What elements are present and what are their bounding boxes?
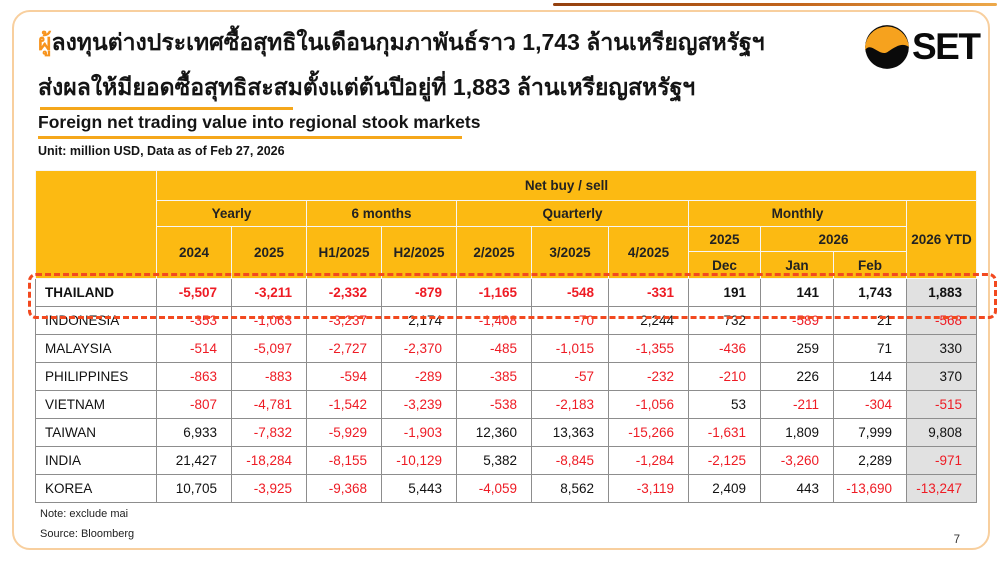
value-cell: -1,165	[457, 279, 532, 307]
value-cell: -304	[834, 391, 907, 419]
value-cell: -1,903	[382, 419, 457, 447]
country-cell: MALAYSIA	[36, 335, 157, 363]
value-cell: -1,631	[689, 419, 761, 447]
value-cell: -515	[907, 391, 977, 419]
value-cell: -2,370	[382, 335, 457, 363]
title-line-1-text: ลงทุนต่างประเทศซื้อสุทธิในเดือนกุมภาพันธ์ราว 1,743 ล้านเหรียญสหรัฐฯ	[51, 29, 765, 55]
value-cell: -538	[457, 391, 532, 419]
title-line-1	[38, 20, 838, 65]
value-cell: -5,097	[232, 335, 307, 363]
value-cell: -211	[761, 391, 834, 419]
value-cell: -589	[761, 307, 834, 335]
table-body	[36, 279, 977, 503]
value-cell: 10,705	[157, 475, 232, 503]
value-cell: 2,174	[382, 307, 457, 335]
value-cell: 144	[834, 363, 907, 391]
value-cell: -70	[532, 307, 609, 335]
value-cell: -3,237	[307, 307, 382, 335]
value-cell: 370	[907, 363, 977, 391]
value-cell: -4,781	[232, 391, 307, 419]
value-cell: 1,883	[907, 279, 977, 307]
header-monthly-2026: 2026	[761, 227, 907, 252]
set-logo-text: SET	[912, 26, 980, 67]
value-cell: -13,247	[907, 475, 977, 503]
value-cell: -15,266	[609, 419, 689, 447]
value-cell: -8,155	[307, 447, 382, 475]
value-cell: 71	[834, 335, 907, 363]
value-cell: 6,933	[157, 419, 232, 447]
value-cell: -485	[457, 335, 532, 363]
country-cell: TAIWAN	[36, 419, 157, 447]
country-cell: PHILIPPINES	[36, 363, 157, 391]
value-cell: -2,727	[307, 335, 382, 363]
value-cell: 2,289	[834, 447, 907, 475]
header-2026-ytd: 2026 YTD	[907, 201, 977, 279]
value-cell: -57	[532, 363, 609, 391]
value-cell: -1,542	[307, 391, 382, 419]
header-group-6months: 6 months	[307, 201, 457, 227]
value-cell: -2,183	[532, 391, 609, 419]
value-cell: -1,355	[609, 335, 689, 363]
table-row	[36, 307, 977, 335]
value-cell: -514	[157, 335, 232, 363]
value-cell: 5,443	[382, 475, 457, 503]
value-cell: -3,925	[232, 475, 307, 503]
unit-label: Unit: million USD, Data as of Feb 27, 2026	[38, 144, 285, 158]
value-cell: -13,690	[834, 475, 907, 503]
header-jan: Jan	[761, 252, 834, 279]
value-cell: -385	[457, 363, 532, 391]
header-2024: 2024	[157, 227, 232, 279]
slide-title	[38, 20, 838, 110]
value-cell: -9,368	[307, 475, 382, 503]
table-row	[36, 363, 977, 391]
header-dec: Dec	[689, 252, 761, 279]
value-cell: -3,239	[382, 391, 457, 419]
value-cell: 21,427	[157, 447, 232, 475]
page-number: 7	[953, 534, 960, 546]
table-row	[36, 279, 977, 307]
value-cell: 443	[761, 475, 834, 503]
value-cell: -568	[907, 307, 977, 335]
value-cell: 13,363	[532, 419, 609, 447]
value-cell: -353	[157, 307, 232, 335]
table-row	[36, 391, 977, 419]
footnote: Note: exclude mai	[40, 508, 129, 520]
header-h2-2025: H2/2025	[382, 227, 457, 279]
value-cell: -10,129	[382, 447, 457, 475]
value-cell: -863	[157, 363, 232, 391]
country-cell: THAILAND	[36, 279, 157, 307]
header-2025: 2025	[232, 227, 307, 279]
value-cell: 2,409	[689, 475, 761, 503]
value-cell: -1,015	[532, 335, 609, 363]
header-group-yearly: Yearly	[157, 201, 307, 227]
value-cell: 9,808	[907, 419, 977, 447]
value-cell: 8,562	[532, 475, 609, 503]
value-cell: -210	[689, 363, 761, 391]
value-cell: 1,743	[834, 279, 907, 307]
header-feb: Feb	[834, 252, 907, 279]
value-cell: -1,056	[609, 391, 689, 419]
value-cell: -331	[609, 279, 689, 307]
value-cell: 191	[689, 279, 761, 307]
value-cell: 2,244	[609, 307, 689, 335]
value-cell: 732	[689, 307, 761, 335]
set-logo-icon	[864, 24, 910, 70]
value-cell: -2,332	[307, 279, 382, 307]
table-row	[36, 335, 977, 363]
value-cell: 5,382	[457, 447, 532, 475]
value-cell: -594	[307, 363, 382, 391]
title-line-2: ส่งผลให้มียอดซื้อสุทธิสะสมตั้งแต่ต้นปีอยู่ที่ 1,883 ล้านเหรียญสหรัฐฯ	[38, 74, 696, 100]
value-cell: -3,260	[761, 447, 834, 475]
source-note: Source: Bloomberg	[40, 528, 135, 540]
value-cell: 7,999	[834, 419, 907, 447]
header-net-buy-sell: Net buy / sell	[157, 171, 977, 201]
heading-underline	[38, 136, 462, 139]
value-cell: -971	[907, 447, 977, 475]
title-accent-char: ผู้	[38, 29, 52, 55]
header-group-monthly: Monthly	[689, 201, 907, 227]
header-country-blank	[36, 171, 157, 279]
set-logo	[864, 24, 979, 70]
value-cell: -436	[689, 335, 761, 363]
header-group-quarterly: Quarterly	[457, 201, 689, 227]
value-cell: 226	[761, 363, 834, 391]
header-q2-2025: 2/2025	[457, 227, 532, 279]
section-heading: Foreign net trading value into regional stook markets	[38, 112, 481, 132]
value-cell: 330	[907, 335, 977, 363]
value-cell: -1,063	[232, 307, 307, 335]
value-cell: -3,119	[609, 475, 689, 503]
header-monthly-2025: 2025	[689, 227, 761, 252]
country-cell: INDONESIA	[36, 307, 157, 335]
value-cell: -8,845	[532, 447, 609, 475]
value-cell: -5,507	[157, 279, 232, 307]
value-cell: -2,125	[689, 447, 761, 475]
value-cell: -1,284	[609, 447, 689, 475]
value-cell: -18,284	[232, 447, 307, 475]
value-cell: 141	[761, 279, 834, 307]
top-accent-line	[553, 3, 997, 6]
value-cell: 1,809	[761, 419, 834, 447]
value-cell: -879	[382, 279, 457, 307]
value-cell: -5,929	[307, 419, 382, 447]
value-cell: -289	[382, 363, 457, 391]
foreign-net-trading-table	[35, 170, 977, 503]
value-cell: 259	[761, 335, 834, 363]
value-cell: 12,360	[457, 419, 532, 447]
country-cell: KOREA	[36, 475, 157, 503]
value-cell: -232	[609, 363, 689, 391]
header-h1-2025: H1/2025	[307, 227, 382, 279]
country-cell: VIETNAM	[36, 391, 157, 419]
value-cell: -548	[532, 279, 609, 307]
header-q4-2025: 4/2025	[609, 227, 689, 279]
value-cell: -883	[232, 363, 307, 391]
value-cell: -3,211	[232, 279, 307, 307]
header-q3-2025: 3/2025	[532, 227, 609, 279]
table-row	[36, 475, 977, 503]
value-cell: -7,832	[232, 419, 307, 447]
country-cell: INDIA	[36, 447, 157, 475]
title-divider-line	[40, 107, 293, 110]
value-cell: 53	[689, 391, 761, 419]
table-row	[36, 447, 977, 475]
value-cell: -807	[157, 391, 232, 419]
value-cell: -4,059	[457, 475, 532, 503]
value-cell: 21	[834, 307, 907, 335]
table-row	[36, 419, 977, 447]
value-cell: -1,408	[457, 307, 532, 335]
